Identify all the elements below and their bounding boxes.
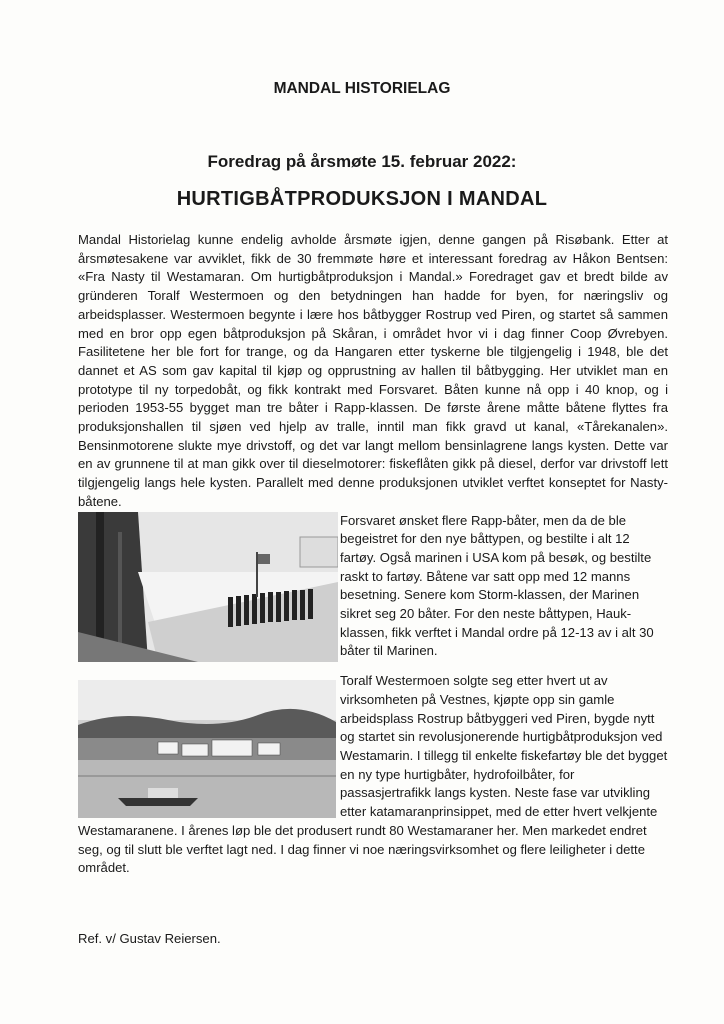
paragraph-intro: Mandal Historielag kunne endelig avholde årsmøte igjen, denne gangen på Risøbank. Etter at årsmøtesakene var avviklet, fikk de 30 fremmøte høre et interessant foredrag av Håkon Bentsen: «Fra Nasty til Westamaran. Om hurtigbåtproduksjon i Mandal.» Foredraget gav et bredt bilde av gründeren Toralf Westermoen og den betydningen han hadde for byen, for næringsliv og arbeidsplasser. Westermoen begynte i lære hos båtbygger Rostrup ved Piren, og startet så sammen med en bror opp egen båtproduksjon på Skåran, i området hvor vi i dag finner Coop Øvrebyen. Fasilitetene her ble fort for trange, og da Hangaren etter tyskerne ble tilgjengelig i 1948, ble det dannet et AS som gav kapital til kjøp og opprustning av hallen til båtbygging. Her utviklet man en prototype til ny torpedobåt, og fikk kontrakt med Forsvaret. Båten kunne nå opp i 40 knop, og i perioden 1953-55 bygget man tre båter i Rapp-klassen. De første årene måtte båtene flyttes fra produksjonshallen til sjøen ved hjelp av tralle, inntil man fikk gravd ut kanal, «Tårekanalen». Bensinmotorene slukte mye drivstoff, og det var langt mellom bensinlagrene langs kysten. Dette var en av grunnene til at man gikk over til dieselmotorer: fiskeflåten gikk på diesel, derfor var drivstoff lett tilgjengelig langs hele kysten. Parallelt med denne produksjonen utviklet verftet konseptet for Nasty-båtene. <box>78 232 668 509</box>
text-with-photos <box>78 512 668 878</box>
article-title: HURTIGBÅTPRODUKSJON I MANDAL <box>176 188 548 210</box>
photo-boat-ceremony <box>78 512 338 662</box>
paragraph-navy-orders: Forsvaret ønsket flere Rapp-båter, men da de ble begeistret for den nye båttypen, og bestilte i alt 12 fartøy. Også marinen i USA kom på besøk, og bestilte raskt to fartøy. Båtene var satt opp med 12 manns besetning. Senere kom Storm-klassen, der Marinen sikret seg 20 båter. For den neste båttypen, Hauk-klassen, fikk verftet i Mandal ordre på 12-13 av i alt 30 båter til Marinen. <box>340 512 654 659</box>
reference-line: Ref. v/ Gustav Reiersen. <box>78 931 221 946</box>
organization-heading: MANDAL HISTORIELAG <box>273 80 451 97</box>
article-body <box>78 231 668 878</box>
photo-shipyard-harbour <box>78 680 336 818</box>
photo-column <box>78 512 338 818</box>
paragraph-westamarin: Toralf Westermoen solgte seg etter hvert ut av virksomheten på Vestnes, kjøpte opp sin gamle arbeidsplass Rostrup båtbyggeri ved Piren, bygde nytt og startet sin revolusjonerende hurtigbåtproduksjon ved Westamarin. I tillegg til enkelte fiskefartøy ble det bygget en ny type hurtigbåter, hydrofoilbåter, for passasjertrafikk langs kysten. Neste fase var utvikling etter katamaranprinsippet, med de etter hvert velkjente Westamaranene. I årenes løp ble det produsert rundt 80 Westamaraner her. Men markedet endret seg, og til slutt ble verftet lagt ned. I dag finner vi noe næringsvirksomhet og flere leiligheter i dette området. <box>78 673 668 876</box>
lecture-subtitle: Foredrag på årsmøte 15. februar 2022: <box>207 152 517 171</box>
